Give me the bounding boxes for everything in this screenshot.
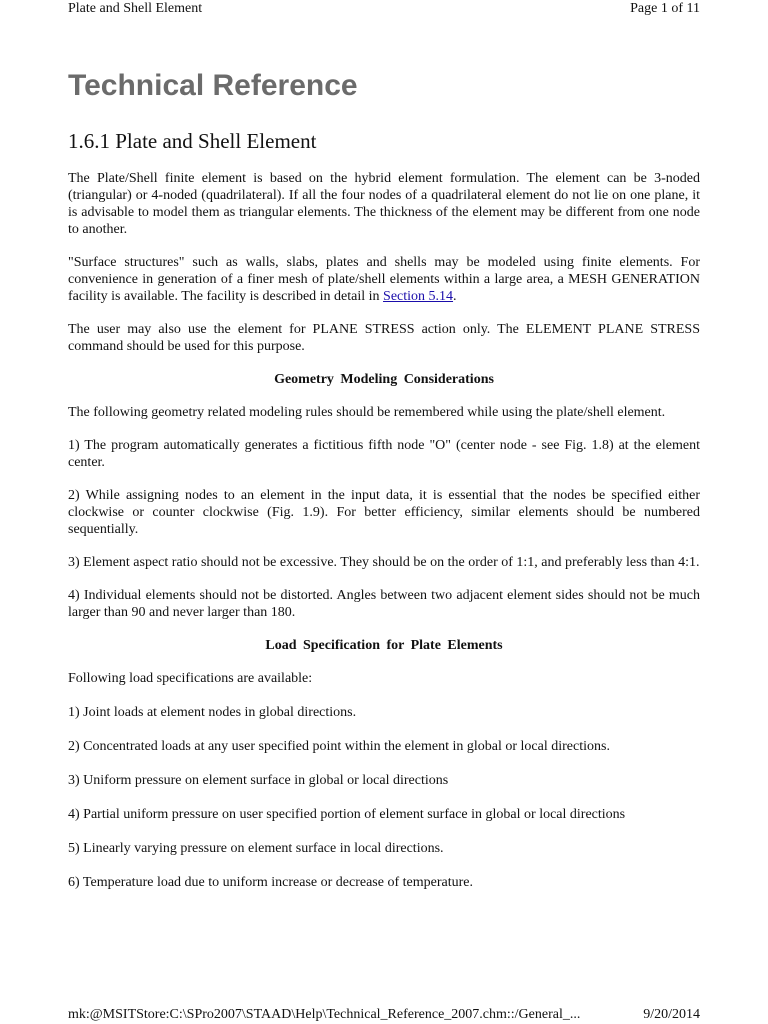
surface-structures-end: .: [453, 289, 457, 304]
load-spec-item: 3) Uniform pressure on element surface in global or local directions: [68, 773, 449, 788]
section-5-14-link[interactable]: Section 5.14: [383, 289, 454, 304]
running-footer: [68, 1006, 700, 1024]
section-title: 1.6.1 Plate and Shell Element: [68, 129, 317, 153]
load-spec-heading: Load Specification for Plate Elements: [265, 638, 503, 653]
geometry-rule: 1) The program automatically generates a fictitious fifth node "O" (center node - see Fig. 1.8) at the element center.: [68, 438, 700, 470]
brand-title: Technical Reference: [68, 69, 358, 102]
load-spec-item: 6) Temperature load due to uniform increase or decrease of temperature.: [68, 875, 473, 890]
surface-structures-paragraph: [68, 254, 700, 305]
geometry-heading: Geometry Modeling Considerations: [274, 372, 494, 387]
load-spec-item: 2) Concentrated loads at any user specified point within the element in global or local directions.: [68, 739, 610, 754]
load-spec-intro: Following load specifications are available:: [68, 671, 313, 686]
footer-date: 9/20/2014: [643, 1007, 700, 1022]
running-header: [68, 0, 700, 18]
geometry-intro: The following geometry related modeling rules should be remembered while using the plate/shell element.: [68, 405, 666, 420]
load-spec-item: 5) Linearly varying pressure on element surface in local directions.: [68, 841, 444, 856]
intro-paragraph: The Plate/Shell finite element is based on the hybrid element formulation. The element can be 3-noded (triangular) or 4-noded (quadrilateral). If all the four nodes of a quadrilateral element do not lie on one plane, it is advisable to model them as triangular elements. The thickness of the element may be different from one node to another.: [68, 171, 700, 237]
geometry-rule: 3) Element aspect ratio should not be excessive. They should be on the order of 1:1, and preferably less than 4:1.: [68, 555, 700, 570]
header-doc-title: Plate and Shell Element: [68, 1, 203, 16]
header-page-number: Page 1 of 11: [630, 1, 700, 16]
geometry-rule: 4) Individual elements should not be distorted. Angles between two adjacent element sides should not be much larger than 90 and never larger than 180.: [68, 588, 700, 620]
plane-stress-paragraph: The user may also use the element for PLANE STRESS action only. The ELEMENT PLANE STRESS command should be used for this purpose.: [68, 322, 700, 354]
geometry-rule: 2) While assigning nodes to an element in the input data, it is essential that the nodes be specified either clockwise or counter clockwise (Fig. 1.9). For better efficiency, similar elements should be numbered sequentially.: [68, 488, 700, 537]
page-content: [68, 64, 700, 891]
footer-source-path: mk:@MSITStore:C:\SPro2007\STAAD\Help\Technical_Reference_2007.chm::/General_...: [68, 1007, 581, 1022]
surface-structures-text: "Surface structures" such as walls, slabs, plates and shells may be modeled using finite elements. For convenience in generation of a finer mesh of plate/shell elements within a large area, a MESH GENERATION facility is available. The facility is described in detail in: [68, 255, 700, 304]
load-spec-item: 4) Partial uniform pressure on user specified portion of element surface in global or local directions: [68, 807, 626, 822]
load-spec-item: 1) Joint loads at element nodes in global directions.: [68, 705, 357, 720]
